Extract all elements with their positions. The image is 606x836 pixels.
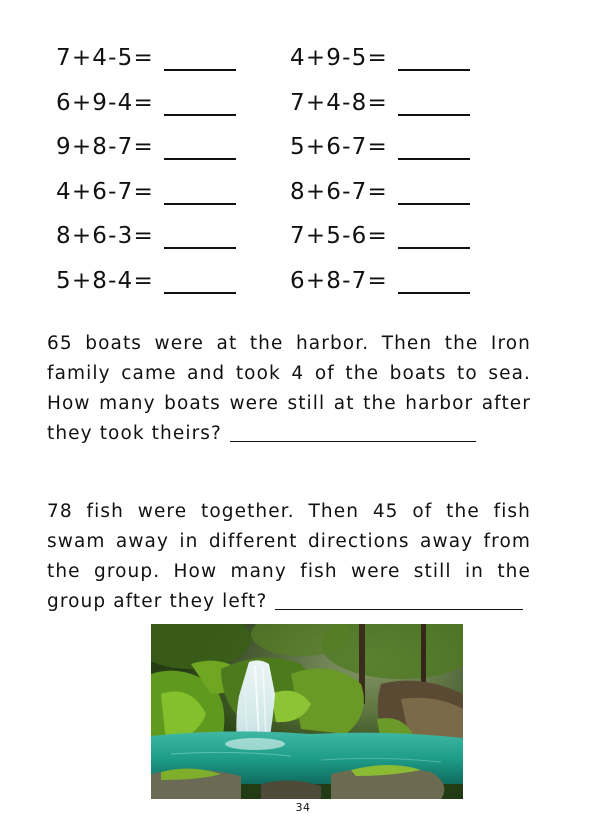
- answer-blank: [164, 292, 236, 294]
- answer-blank: [398, 247, 470, 249]
- word-problem-boats: 65 boats were at the harbor. Then the Iron family came and took 4 of the boats to sea. How many boats were still at the harbor after they took theirs?: [47, 333, 531, 444]
- math-problem: 4+9-5=: [290, 40, 470, 76]
- math-problem: 4+6-7=: [56, 174, 236, 210]
- page-number: 34: [295, 801, 311, 814]
- answer-blank: [398, 158, 470, 160]
- answer-line: [275, 609, 523, 611]
- math-problem: 8+6-7=: [290, 174, 470, 210]
- answer-blank: [398, 203, 470, 205]
- answer-blank: [164, 203, 236, 205]
- answer-blank: [398, 69, 470, 71]
- answer-blank: [164, 69, 236, 71]
- answer-blank: [398, 114, 470, 116]
- problem-row: [56, 40, 486, 85]
- problem-row: [56, 218, 486, 263]
- math-problem: 8+6-3=: [56, 218, 236, 254]
- math-problem: 7+5-6=: [290, 218, 470, 254]
- problem-row: [56, 85, 486, 130]
- math-problem: 5+8-4=: [56, 263, 236, 299]
- waterfall-photo: [151, 624, 463, 799]
- answer-blank: [398, 292, 470, 294]
- math-problem: 6+8-7=: [290, 263, 470, 299]
- math-problem: 9+8-7=: [56, 129, 236, 165]
- answer-blank: [164, 158, 236, 160]
- word-problem-fish: 78 fish were together. Then 45 of the fish swam away in different directions away from the group. How many fish were still in the group after they left?: [47, 501, 531, 612]
- answer-blank: [164, 114, 236, 116]
- problem-row: [56, 174, 486, 219]
- math-problem: 7+4-8=: [290, 85, 470, 121]
- problem-row: [56, 129, 486, 174]
- math-problem: 6+9-4=: [56, 85, 236, 121]
- answer-line: [230, 441, 476, 443]
- math-problem: 5+6-7=: [290, 129, 470, 165]
- arithmetic-problems: [56, 40, 486, 308]
- waterfall-illustration: [151, 624, 463, 799]
- math-problem: 7+4-5=: [56, 40, 236, 76]
- problem-row: [56, 263, 486, 308]
- answer-blank: [164, 247, 236, 249]
